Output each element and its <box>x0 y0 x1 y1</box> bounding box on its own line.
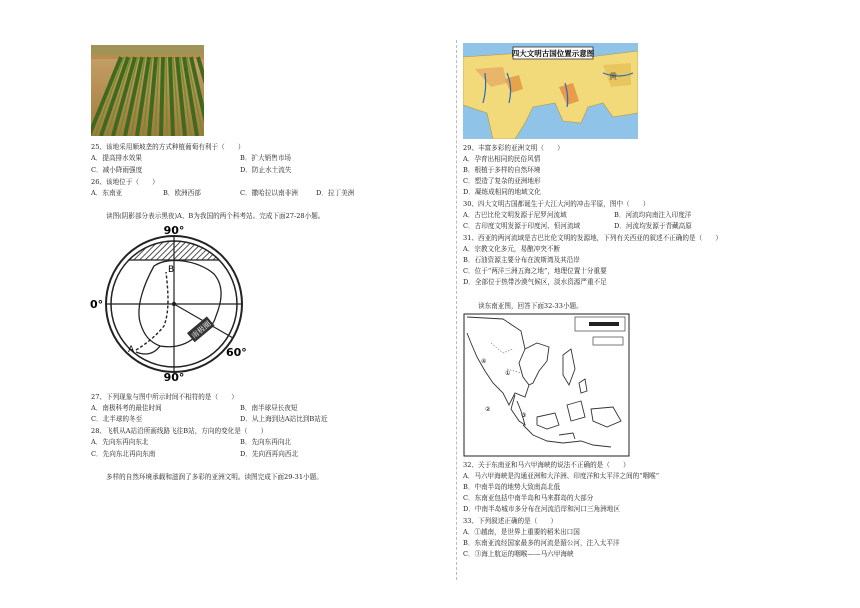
q29-option-d[interactable]: D．凝练成相同的地域文化 <box>463 188 541 196</box>
q28-option-b[interactable]: B．先向东再向北 <box>240 438 292 446</box>
polar-point-a: A <box>128 345 135 355</box>
q30-option-c[interactable]: C．古印度文明发源于印度河、恒河流域 <box>463 222 581 230</box>
q27-option-d[interactable]: D．从上海到达A站比到B站近 <box>240 415 328 423</box>
polar-point-b: B <box>168 265 175 275</box>
sea-map-label-2: ② <box>485 406 491 413</box>
q29-option-c[interactable]: C．塑造了复杂的亚洲地形 <box>463 177 541 185</box>
q32-stem: 32、关于东南亚和马六甲海峡的说法不正确的是（ ） <box>463 461 630 469</box>
q32-option-c[interactable]: C．东南亚包括中南半岛和马来群岛的大部分 <box>463 494 594 502</box>
q25-option-c[interactable]: C．减小降雨强度 <box>91 166 143 174</box>
q27-option-a[interactable]: A．南极科考的最佳时间 <box>91 404 162 412</box>
q33-option-c[interactable]: C．③海上航运的咽喉——马六甲海峡 <box>463 550 574 558</box>
q27-stem: 27、下列现象与图中所示时间不相符的是（ ） <box>91 393 238 401</box>
q29-stem: 29、丰富多彩的亚洲文明（ ） <box>463 144 564 152</box>
polar-label-right: 60° <box>226 346 247 359</box>
q28-stem: 28、飞机从A站沿所画线路飞往B站，方向的变化是（ ） <box>91 427 268 435</box>
q26-option-d[interactable]: D．拉丁美洲 <box>316 189 355 197</box>
q32-option-b[interactable]: B．中南半岛的地势大致南高北低 <box>463 483 561 491</box>
intro-32-33: 读东南亚图，回答下面32-33小题。 <box>478 302 583 310</box>
q30-stem: 30、四大文明古国都诞生于大江大河的冲击平原，图中（ ） <box>463 200 650 208</box>
q26-option-a[interactable]: A．东南亚 <box>91 189 123 197</box>
q33-option-b[interactable]: B．东南亚流经国家最多的河流是湄公河，注入太平洋 <box>463 539 620 547</box>
q30-option-b[interactable]: B．河流均向南注入印度洋 <box>614 211 692 219</box>
q30-option-a[interactable]: A．古巴比伦文明发源于尼罗河流域 <box>463 211 567 219</box>
polar-map <box>88 226 260 382</box>
q26-stem: 26、该地位于（ ） <box>91 178 159 186</box>
vineyard-photo <box>91 45 204 136</box>
q31-option-a[interactable]: A．宗教文化多元，易酿冲突不断 <box>463 245 561 253</box>
q32-option-d[interactable]: D．中南半岛城市多分布在河流沿岸和河口三角洲地区 <box>463 505 620 513</box>
q33-option-a[interactable]: A．①越南，是世界上重要的稻米出口国 <box>463 528 580 536</box>
q27-option-c[interactable]: C．北半球的冬至 <box>91 415 143 423</box>
polar-label-top: 90° <box>163 226 185 237</box>
q31-option-d[interactable]: D．全部位于热带沙漠气候区，淡水资源严重不足 <box>463 278 607 286</box>
q25-stem: 25、该地采用顺坡垄的方式种植葡萄有利于（ ） <box>91 143 245 151</box>
q25-option-a[interactable]: A．提高排水效果 <box>91 154 142 162</box>
civ-map-title: 四大文明古国位置示意图 <box>511 49 595 58</box>
q25-option-d[interactable]: D．防止水土流失 <box>240 166 292 174</box>
q25-option-b[interactable]: B．扩大销售市场 <box>240 154 292 162</box>
polar-label-bottom: 90° <box>163 371 185 382</box>
sea-map-label-4: ④ <box>481 358 487 365</box>
q26-option-b[interactable]: B．欧洲西部 <box>163 189 201 197</box>
q33-stem: 33、下列叙述正确的是（ ） <box>463 517 558 525</box>
polar-label-left: 0° <box>90 298 104 311</box>
column-divider <box>456 40 457 580</box>
polar-region-label: 南极圈 <box>189 319 213 341</box>
q29-option-a[interactable]: A．孕育出相同的民俗风情 <box>463 155 541 163</box>
intro-27-28: 读图(阴影部分表示黑夜)A、B为我国的两个科考站。完成下面27-28小题。 <box>106 212 325 220</box>
q28-option-c[interactable]: C．先向东北再向东南 <box>91 450 156 458</box>
q31-stem: 31、西亚的两河流域是古巴比伦文明的发源地，下列有关西亚的叙述不正确的是（ ） <box>463 234 722 242</box>
q26-option-c[interactable]: C．撒哈拉以南非洲 <box>240 189 298 197</box>
sea-map-label-3: ③ <box>521 412 527 419</box>
q32-option-a[interactable]: A．马六甲海峡是沟通亚洲和大洋洲、印度洋和太平洋之间的“咽喉” <box>463 472 660 480</box>
q31-option-b[interactable]: B．石油资源主要分布在波斯湾及其沿岸 <box>463 256 580 264</box>
q27-option-b[interactable]: B．南半球昼长夜短 <box>240 404 298 412</box>
q29-option-b[interactable]: B．根植于多样的自然环境 <box>463 166 541 174</box>
q30-option-d[interactable]: D．河流均发源于青藏高原 <box>614 222 692 230</box>
intro-29-31: 多样的自然环境承载和滋润了多彩的亚洲文明。读图完成下面29-31小题。 <box>106 473 323 481</box>
civilization-map <box>463 43 638 139</box>
q28-option-d[interactable]: D．先向西再向西北 <box>240 450 299 458</box>
sea-map-label-1: ① <box>505 370 511 377</box>
q31-option-c[interactable]: C．位于“两洋三洲五海之地”，地理位置十分重要 <box>463 267 607 275</box>
southeast-asia-map <box>463 313 630 457</box>
civ-map-label: 黄 <box>609 72 617 81</box>
q28-option-a[interactable]: A．先向东再向东北 <box>91 438 149 446</box>
